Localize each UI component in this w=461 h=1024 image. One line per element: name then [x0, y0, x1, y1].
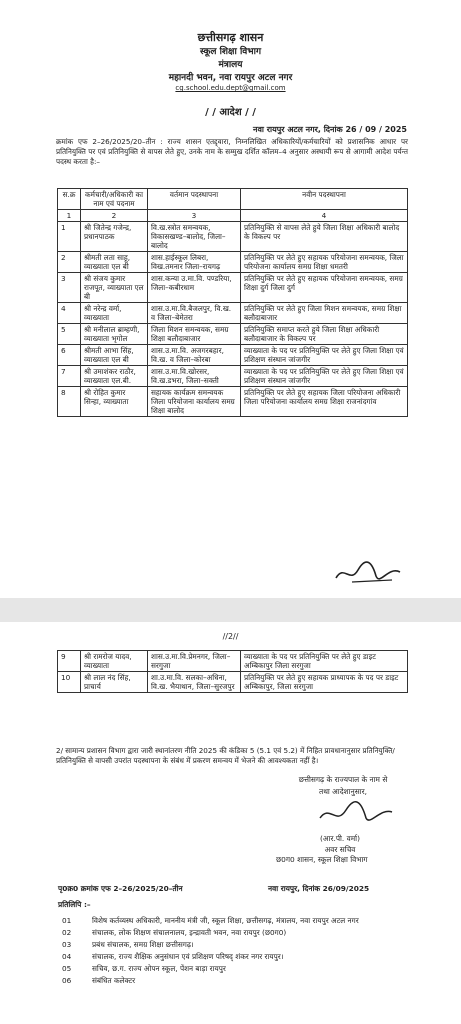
col-header: कर्मचारी/अधिकारी का नाम एवं पदनाम — [81, 189, 148, 210]
table-row — [58, 651, 408, 672]
intro-paragraph: क्रमांक एफ 2–26/2025/20–तीन : राज्य शासन एतद्द्वारा, निम्नलिखित अधिकारियों/कर्मचारियों को प्रशासनिक आधार पर प्रतिनियुक्ति पर एवं प्रतिनियुक्ति से वापस लेते हुए, उनके नाम के सम्मुख दर्शित कॉलम–4 अनुसार अस्थायी रूप से आगामी आदेश पर्यन्त पदस्थ करता है:– — [56, 137, 408, 166]
list-item — [58, 940, 418, 950]
list-item — [58, 964, 418, 974]
posting-table-continued — [57, 650, 408, 693]
endorsement-date: नवा रायपुर, दिनांक 26/09/2025 — [268, 884, 370, 893]
col-number: 4 — [241, 210, 408, 222]
posting-table — [57, 188, 408, 417]
new-posting: व्याख्याता के पद पर प्रतिनियुक्ति पर लेते हुए जिला शिक्षा एवं प्रशिक्षण संस्थान जांजगीर — [241, 345, 408, 366]
table-row — [58, 387, 408, 417]
current-posting: जिला मिशन समन्वयक, समग्र शिक्षा बलौदाबाजार — [148, 324, 241, 345]
employee-name: श्री उमाशंकर राठौर, व्याख्याता एल.बी. — [81, 366, 148, 387]
new-posting: प्रतिनियुक्ति पर लेते हुए सहायक परियोजना समन्वयक, जिला परियोजना कार्यालय समग्र शिक्षा धमतरी — [241, 252, 408, 273]
order-date: नवा रायपुर अटल नगर, दिनांक 26 / 09 / 2025 — [253, 125, 407, 134]
email: cg.school.edu.dept@gmail.com — [175, 84, 286, 92]
row-number: 3 — [58, 273, 81, 303]
new-posting: व्याख्याता के पद पर प्रतिनियुक्ति पर लेते हुए जिला शिक्षा एवं प्रशिक्षण संस्थान जांजगीर — [241, 366, 408, 387]
officer-title: अवर सचिव — [324, 845, 356, 854]
signature-initials — [332, 556, 404, 590]
row-number: 2 — [58, 252, 81, 273]
page-number: //2// — [222, 632, 239, 641]
employee-name: श्री लाल नंद सिंह, प्राचार्य — [81, 672, 148, 693]
item-text: संचालक, राज्य शैक्षिक अनुसंधान एवं प्रशिक्षण परिषद् शंकर नगर रायपुर। — [92, 952, 284, 961]
dept-name: स्कूल शिक्षा विभाग — [199, 47, 262, 57]
item-text: प्रबंध संचालक, समग्र शिक्षा छत्तीसगढ़। — [92, 940, 194, 949]
employee-name: श्री रोहित कुमार सिन्हा, व्याख्याता — [81, 387, 148, 417]
officer-dept: छ0ग0 शासन, स्कूल शिक्षा विभाग — [276, 855, 368, 864]
page-separator — [0, 598, 461, 622]
item-number: 01 — [62, 916, 72, 925]
employee-name: श्री संजय कुमार राजपूत, व्याख्याता एल बी — [81, 273, 148, 303]
policy-paragraph: 2/ सामान्य प्रशासन विभाग द्वारा जारी स्थानांतरण नीति 2025 की कंडिका 5 (5.1 एवं 5.2) में निहित प्रावधानानुसार प्रतिनियुक्ति/प्रतिनियुक्ति से वापसी उपरांत पदस्थापना के संबंध में प्रकरण समन्वय में भेजने की आवश्यकता नहीं है। — [56, 746, 395, 765]
employee-name: श्रीमती आभा सिंह, व्याख्याता एल बी — [81, 345, 148, 366]
item-text: संचालक, लोक शिक्षण संचालनालय, इन्द्रावती भवन, नवा रायपुर (छ0ग0) — [92, 928, 287, 937]
item-number: 03 — [62, 940, 72, 949]
item-number: 06 — [62, 976, 72, 985]
employee-name: श्रीमती लता साहू, व्याख्याता एल बी — [81, 252, 148, 273]
current-posting: शास.उ.मा.वि. अजगरबहार, वि.ख. व जिला–कोरबा — [148, 345, 241, 366]
governor-line-2: तथा आदेशानुसार, — [318, 787, 367, 796]
current-posting: शास.हाईस्कूल लिबरा, विख.तमनार जिला–रायगढ़ — [148, 252, 241, 273]
row-number: 8 — [58, 387, 81, 417]
current-posting: सहायक कार्यक्रम समन्वयक जिला परियोजना कार्यालय समग्र शिक्षा बालोद — [148, 387, 241, 417]
table-row — [58, 366, 408, 387]
item-text: विशेष कर्तव्यस्थ अधिकारी, माननीय मंत्री जी, स्कूल शिक्षा, छत्तीसगढ़, मंत्रालय, नवा रायपुर अटल नगर — [92, 916, 359, 925]
new-posting: प्रतिनियुक्ति पर लेते हुए सहायक प्राध्यापक के पद पर डाइट अम्बिकापुर, जिला सरगुजा — [241, 672, 408, 693]
employee-name: श्री मनीलाल ब्राम्हणी, व्याख्याता भृगोल — [81, 324, 148, 345]
row-number: 10 — [58, 672, 81, 693]
new-posting: व्याख्याता के पद पर प्रतिनियुक्ति पर लेते हुए डाइट अम्बिकापुर जिला सरगुजा — [241, 651, 408, 672]
table-row — [58, 324, 408, 345]
order-title: / / आदेश / / — [205, 107, 256, 118]
row-number: 4 — [58, 303, 81, 324]
current-posting: वि.ख.स्त्रोत समन्वयक, विकासखण्ड–बालोद, जिला–बालोद — [148, 222, 241, 252]
row-number: 9 — [58, 651, 81, 672]
row-number: 6 — [58, 345, 81, 366]
list-item — [58, 976, 418, 986]
current-posting: शास.कन्या उ.मा.वि. पण्डरिया, जिला–कबीरधाम — [148, 273, 241, 303]
new-posting: प्रतिनियुक्ति पर लेते हुए सहायक जिला परियोजना अधिकारी जिला परियोजना कार्यालय समग्र शिक्षा राजनांदगांव — [241, 387, 408, 417]
new-posting: प्रतिनियुक्ति समाप्त करते हुये जिला शिक्षा अधिकारी बलौदाबाजार के विकल्प पर — [241, 324, 408, 345]
officer-name: (आर.पी. वर्मा) — [320, 834, 360, 843]
current-posting: शास.उ.मा.वि.बैजलपुर, वि.ख. व जिला–बेमेतरा — [148, 303, 241, 324]
row-number: 7 — [58, 366, 81, 387]
officer-signature — [316, 800, 396, 830]
gov-name: छत्तीसगढ़ शासन — [197, 31, 264, 44]
governor-line-1: छत्तीसगढ़ के राज्यपाल के नाम से — [298, 775, 388, 784]
item-text: सचिव, छ.ग. राज्य ओपन स्कूल, पेंशन बाड़ा रायपुर — [92, 964, 226, 973]
table-row — [58, 222, 408, 252]
employee-name: श्री जितेन्द्र गजेन्द्र, प्रधानपाठक — [81, 222, 148, 252]
table-row — [58, 252, 408, 273]
current-posting: शास.उ.मा.वि.प्रेमनगर, जिला–सरगुजा — [148, 651, 241, 672]
current-posting: शा.उ.मा.वि. सलका–अधिना, वि.ख. भैयाथान, जिला–सुरजपुर — [148, 672, 241, 693]
col-number: 3 — [148, 210, 241, 222]
item-number: 02 — [62, 928, 72, 937]
item-number: 05 — [62, 964, 72, 973]
endorsement-number: पृ0क्र0 क्रमांक एफ 2–26/2025/20–तीन — [58, 884, 183, 893]
employee-name: श्री नरेन्द्र वर्मा, व्याख्याता — [81, 303, 148, 324]
list-item — [58, 928, 418, 938]
col-header: नवीन पदस्थापना — [241, 189, 408, 210]
new-posting: प्रतिनियुक्ति से वापस लेते हुये जिला शिक्षा अधिकारी बालोद के विकल्प पर — [241, 222, 408, 252]
col-header: वर्तमान पदस्थापना — [148, 189, 241, 210]
employee-name: श्री रामरोज यादव, व्याख्याता — [81, 651, 148, 672]
row-number: 1 — [58, 222, 81, 252]
copy-list — [58, 916, 418, 988]
item-number: 04 — [62, 952, 72, 961]
current-posting: शास.उ.मा.वि.खोरसर, वि.ख.डभरा, जिला–सक्ती — [148, 366, 241, 387]
col-number: 2 — [81, 210, 148, 222]
table-row — [58, 672, 408, 693]
copy-to-label: प्रतिलिपि :– — [58, 900, 91, 909]
col-number: 1 — [58, 210, 81, 222]
new-posting: प्रतिनियुक्ति पर लेते हुए सहायक परियोजना समन्वयक, समग्र शिक्षा दुर्ग जिला दुर्ग — [241, 273, 408, 303]
ministry-name: मंत्रालय — [218, 60, 243, 70]
row-number: 5 — [58, 324, 81, 345]
col-header: स.क्र — [58, 189, 81, 210]
list-item — [58, 952, 418, 962]
address: महानदी भवन, नवा रायपुर अटल नगर — [168, 73, 293, 83]
table-row — [58, 273, 408, 303]
item-text: संबंधित कलेक्टर — [92, 976, 136, 985]
list-item — [58, 916, 418, 926]
new-posting: प्रतिनियुक्ति पर लेते हुए जिला मिशन समन्वयक, समग्र शिक्षा बलौदाबाजार — [241, 303, 408, 324]
table-row — [58, 303, 408, 324]
order-page-2 — [0, 622, 461, 1024]
table-row — [58, 345, 408, 366]
